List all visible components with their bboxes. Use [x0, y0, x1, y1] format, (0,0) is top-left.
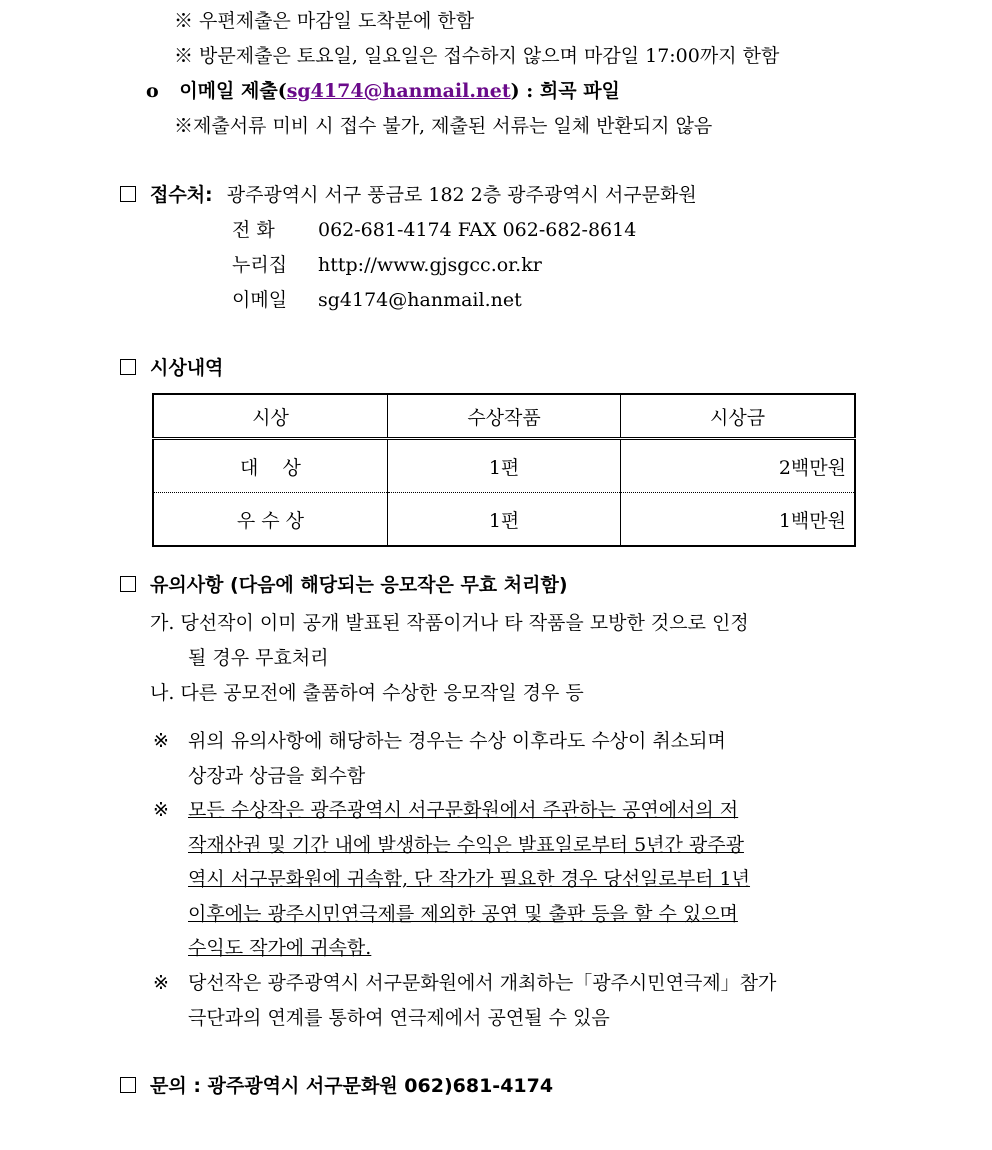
table-row — [153, 439, 855, 493]
note2-line1: 모든 수상작은 광주광역시 서구문화원에서 주관하는 공연에서의 저 — [188, 799, 739, 821]
caution-item-na: 나. 다른 공모전에 출품하여 수상한 응모작일 경우 등 — [150, 682, 584, 704]
web-label: 누리집 — [232, 254, 288, 276]
checkbox-square-icon — [120, 576, 136, 592]
note1-line1: 위의 유의사항에 해당하는 경우는 수상 이후라도 수상이 취소되며 — [188, 730, 726, 752]
note3-line2: 극단과의 연계를 통하여 연극제에서 공연될 수 있음 — [188, 1007, 610, 1029]
email-value[interactable]: sg4174@hanmail.net — [318, 289, 522, 311]
note2-line2: 작재산권 및 기간 내에 발생하는 수익은 발표일로부터 5년간 광주광 — [188, 834, 744, 856]
inquiry-heading: 문의 : 광주광역시 서구문화원 062)681-4174 — [150, 1075, 554, 1097]
email-prefix: 이메일 제출( — [179, 80, 287, 102]
award-cell: 우 수 상 — [236, 509, 305, 532]
postal-note: ※ 우편제출은 마감일 도착분에 한함 — [174, 10, 475, 32]
return-note: ※제출서류 미비 시 접수 불가, 제출된 서류는 일체 반환되지 않음 — [174, 115, 713, 137]
prize-cell: 1백만원 — [621, 493, 855, 547]
award-cell: 대 상 — [153, 439, 387, 493]
table-header-row — [153, 394, 855, 439]
prize-cell: 2백만원 — [621, 439, 855, 493]
note2-line5: 수익도 작가에 귀속함. — [188, 937, 372, 959]
cautions-heading: 유의사항 (다음에 해당되는 응모작은 무효 처리함) — [150, 574, 568, 596]
reference-mark: ※ — [153, 799, 169, 821]
visit-note: ※ 방문제출은 토요일, 일요일은 접수하지 않으며 마감일 17:00까지 한함 — [174, 45, 780, 67]
awards-section — [120, 355, 223, 381]
caution-item-ga-cont: 될 경우 무효처리 — [188, 647, 329, 669]
note2-line4: 이후에는 광주시민연극제를 제외한 공연 및 출판 등을 할 수 있으며 — [188, 903, 738, 925]
awards-heading: 시상내역 — [150, 357, 224, 379]
works-cell: 1편 — [387, 439, 620, 493]
reception-section — [120, 182, 697, 208]
phone-label: 전 화 — [232, 219, 275, 241]
email-suffix: ) : 희곡 파일 — [510, 80, 620, 102]
web-link[interactable]: http://www.gjsgcc.or.kr — [318, 254, 542, 276]
reference-mark: ※ — [153, 972, 169, 994]
note2-line3: 역시 서구문화원에 귀속함, 단 작가가 필요한 경우 당선일로부터 1년 — [188, 868, 751, 890]
checkbox-square-icon — [120, 186, 136, 202]
cautions-section — [120, 572, 568, 598]
caution-item-ga: 가. 당선작이 이미 공개 발표된 작품이거나 타 작품을 모방한 것으로 인정 — [150, 612, 749, 634]
email-submission-line — [146, 78, 620, 104]
column-header: 시상금 — [621, 394, 855, 439]
phone-value: 062-681-4174 FAX 062-682-8614 — [318, 219, 637, 241]
reference-mark: ※ — [153, 730, 169, 752]
table-row — [153, 493, 855, 547]
checkbox-square-icon — [120, 359, 136, 375]
column-header: 수상작품 — [387, 394, 620, 439]
bullet: o — [146, 80, 159, 102]
awards-table — [152, 393, 856, 547]
checkbox-square-icon — [120, 1077, 136, 1093]
column-header: 시상 — [153, 394, 387, 439]
reception-heading: 접수처: — [150, 184, 213, 206]
note1-line2: 상장과 상금을 회수함 — [188, 765, 366, 787]
reception-address: 광주광역시 서구 풍금로 182 2층 광주광역시 서구문화원 — [226, 184, 697, 206]
works-cell: 1편 — [387, 493, 620, 547]
inquiry-section — [120, 1073, 553, 1099]
email-link[interactable]: sg4174@hanmail.net — [286, 80, 511, 102]
note3-line1: 당선작은 광주광역시 서구문화원에서 개최하는「광주시민연극제」참가 — [188, 972, 777, 994]
email-label: 이메일 — [232, 289, 288, 311]
